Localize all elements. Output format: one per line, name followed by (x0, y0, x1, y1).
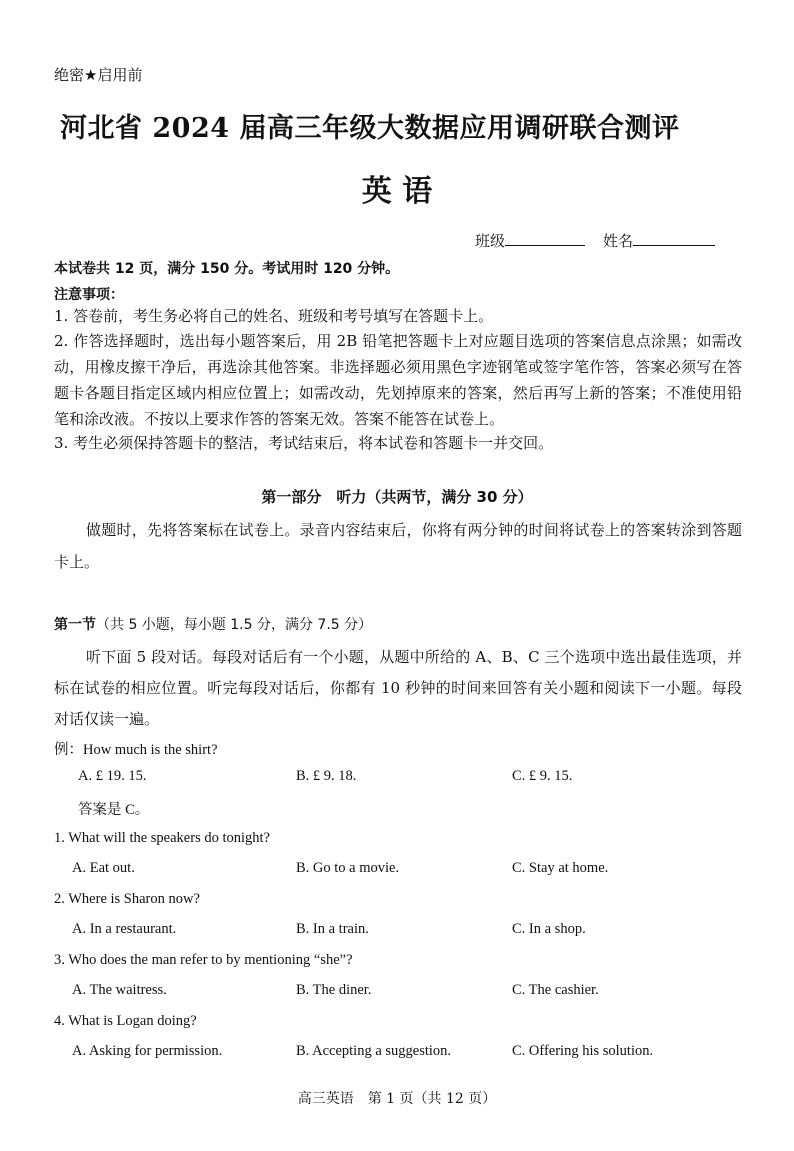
example-option-c: C. £ 9. 15. (512, 768, 573, 784)
question-4-option-c: C. Offering his solution. (512, 1043, 654, 1059)
section1-heading-bold: 第一节 (54, 617, 96, 633)
example-option-a: A. £ 19. 15. (78, 768, 147, 784)
section1-heading (54, 614, 372, 634)
example-answer: 答案是 C。 (78, 802, 150, 818)
question-4-option-b: B. Accepting a suggestion. (296, 1043, 452, 1059)
question-4-option-a: A. Asking for permission. (72, 1043, 223, 1059)
question-3-option-b: B. The diner. (296, 982, 372, 998)
subject-title: 英 语 (361, 174, 433, 209)
example-option-b: B. £ 9. 18. (296, 768, 357, 784)
confidential-label: 绝密★启用前 (54, 66, 143, 84)
question-3-option-a: A. The waitress. (72, 982, 167, 998)
question-1: 1. What will the speakers do tonight? (54, 830, 270, 846)
question-1-option-b: B. Go to a movie. (296, 860, 400, 876)
note-item: 1. 答卷前，考生务必将自己的姓名、班级和考号填写在答题卡上。 (54, 307, 494, 325)
question-3-option-c: C. The cashier. (512, 982, 599, 998)
exam-info: 本试卷共 12 页，满分 150 分。考试用时 120 分钟。 (54, 261, 400, 277)
section1-heading-rest: （共 5 小题，每小题 1.5 分，满分 7.5 分） (96, 617, 373, 633)
part1-intro: 做题时，先将答案标在试卷上。录音内容结束后，你将有两分钟的时间将试卷上的答案转涂到答题卡上。 (54, 521, 742, 571)
class-label: 班级 (475, 232, 506, 250)
class-blank (505, 231, 585, 246)
notes-heading: 注意事项： (54, 287, 124, 303)
part1-heading: 第一部分 听力（共两节，满分 30 分） (261, 488, 533, 506)
example-question: 例：How much is the shirt? (54, 742, 218, 758)
question-3: 3. Who does the man refer to by mentioning “she”? (54, 952, 353, 968)
question-2-option-b: B. In a train. (296, 921, 369, 937)
name-label: 姓名 (603, 232, 634, 250)
question-2-option-c: C. In a shop. (512, 921, 586, 937)
question-1-option-c: C. Stay at home. (512, 860, 609, 876)
question-1-option-a: A. Eat out. (72, 860, 135, 876)
section1-intro: 听下面 5 段对话。每段对话后有一个小题，从题中所给的 A、B、C 三个选项中选出最佳选项，并标在试卷的相应位置。听完每段对话后，你都有 10 秒钟的时间来回答有关小题和阅读下一小题。每段对话仅读一遍。 (54, 648, 742, 728)
student-info-row (475, 230, 715, 251)
question-2: 2. Where is Sharon now? (54, 891, 200, 907)
page-footer: 高三英语 第 1 页（共 12 页） (297, 1091, 497, 1107)
name-blank (633, 231, 715, 246)
exam-title: 河北省 2024 届高三年级大数据应用调研联合测评 (60, 113, 680, 144)
note-item: 3. 考生必须保持答题卡的整洁，考试结束后，将本试卷和答题卡一并交回。 (54, 434, 554, 452)
question-2-option-a: A. In a restaurant. (72, 921, 177, 937)
question-4: 4. What is Logan doing? (54, 1013, 197, 1029)
note-item: 2. 作答选择题时，选出每小题答案后，用 2B 铅笔把答题卡上对应题目选项的答案信息点涂黑；如需改动，用橡皮擦干净后，再选涂其他答案。非选择题必须用黑色字迹钢笔或签字笔作答，答案必须写在答题卡各题目指定区域内相应位置上；如需改动，先划掉原来的答案，然后再写上新的答案；不准使用铅笔和涂改液。不按以上要求作答的答案无效。答案不能答在试卷上。 (54, 332, 742, 428)
